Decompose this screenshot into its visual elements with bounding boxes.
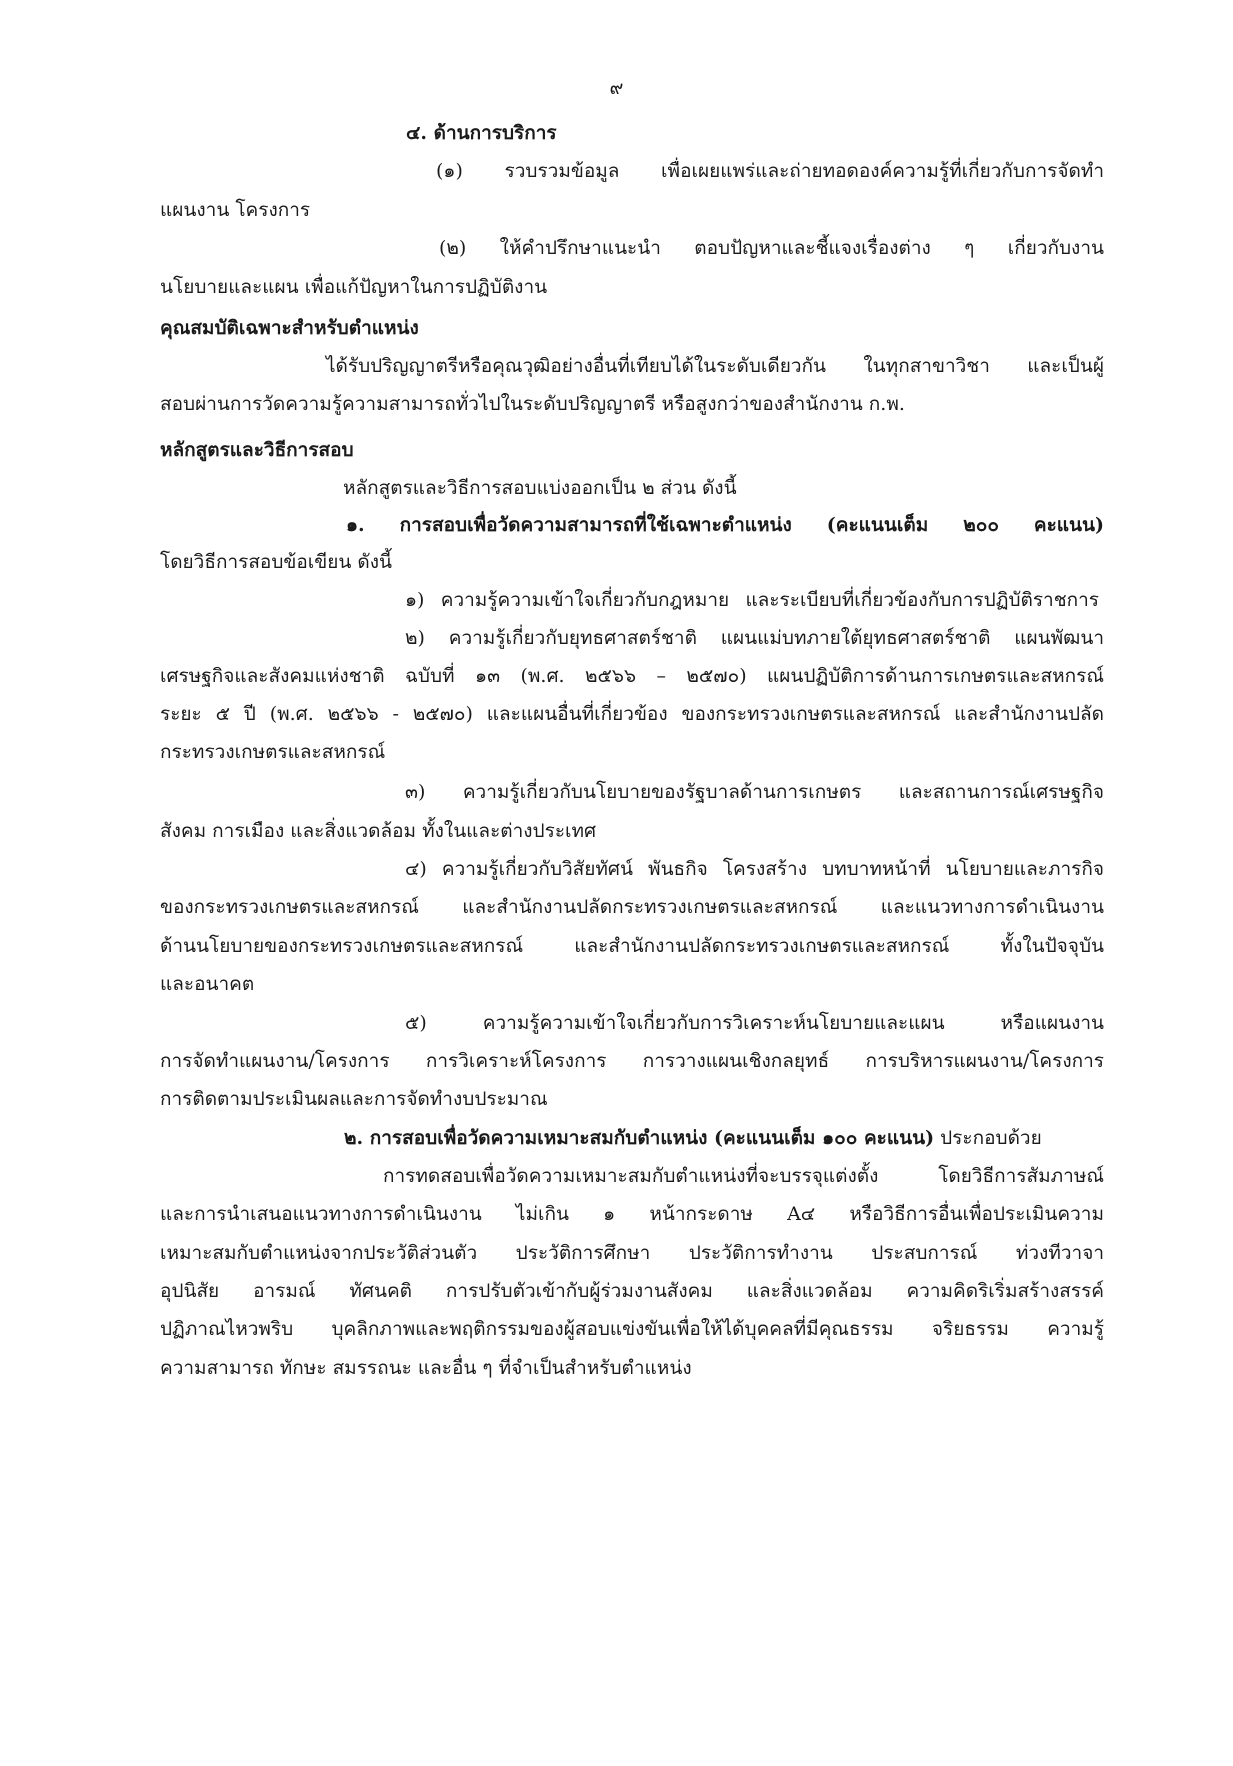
service-item1-line1: (๑) รวบรวมข้อมูล เพื่อเผยแพร่และถ่ายทอดองค์ความรู้ที่เกี่ยวกับการจัดทำ [436,160,1104,182]
topic4-line1: ๔) ความรู้เกี่ยวกับวิสัยทัศน์ พันธกิจ โครงสร้าง บทบาทหน้าที่ นโยบายและภารกิจ [405,858,1104,880]
service-item2-line1: (๒) ให้คำปรึกษาแนะนำ ตอบปัญหาและชี้แจงเรื่องต่าง ๆ เกี่ยวกับงาน [439,237,1104,259]
service-item2-line2: นโยบายและแผน เพื่อแก้ปัญหาในการปฏิบัติงาน [160,276,548,298]
part1-heading: ๑. การสอบเพื่อวัดความสามารถที่ใช้เฉพาะตำแหน่ง (คะแนนเต็ม ๒๐๐ คะแนน) [346,514,1104,536]
topic2-line4: กระทรวงเกษตรและสหกรณ์ [160,741,386,763]
part2-line4: อุปนิสัย อารมณ์ ทัศนคติ การปรับตัวเข้ากับผู้ร่วมงานสังคม และสิ่งแวดล้อม ความคิดริเริ่มสร้างสรรค์ [160,1280,1104,1302]
topic1: ๑) ความรู้ความเข้าใจเกี่ยวกับกฎหมาย และระเบียบที่เกี่ยวข้องกับการปฏิบัติราชการ [405,589,1099,611]
topic4-line3: ด้านนโยบายของกระทรวงเกษตรและสหกรณ์ และสำนักงานปลัดกระทรวงเกษตรและสหกรณ์ ทั้งในปัจจุบัน [160,935,1104,957]
part2-line1: การทดสอบเพื่อวัดความเหมาะสมกับตำแหน่งที่จะบรรจุแต่งตั้ง โดยวิธีการสัมภาษณ์ [383,1165,1104,1187]
service-heading: ๔. ด้านการบริการ [406,122,557,144]
curriculum-intro: หลักสูตรและวิธีการสอบแบ่งออกเป็น ๒ ส่วน ดังนี้ [343,477,737,499]
topic5-line3: การติดตามประเมินผลและการจัดทำงบประมาณ [160,1088,548,1110]
topic4-line2: ของกระทรวงเกษตรและสหกรณ์ และสำนักงานปลัดกระทรวงเกษตรและสหกรณ์ และแนวทางการดำเนินงาน [160,896,1104,918]
part2-line6: ความสามารถ ทักษะ สมรรถนะ และอื่น ๆ ที่จำเป็นสำหรับตำแหน่ง [160,1357,692,1379]
topic2-line2: เศรษฐกิจและสังคมแห่งชาติ ฉบับที่ ๑๓ (พ.ศ. ๒๕๖๖ – ๒๕๗๐) แผนปฏิบัติการด้านการเกษตรและสหกรณ์ [160,665,1104,687]
part2-heading-bold: ๒. การสอบเพื่อวัดความเหมาะสมกับตำแหน่ง (คะแนนเต็ม ๑๐๐ คะแนน) [344,1127,935,1149]
topic2-line1: ๒) ความรู้เกี่ยวกับยุทธศาสตร์ชาติ แผนแม่บทภายใต้ยุทธศาสตร์ชาติ แผนพัฒนา [405,627,1104,649]
page-number: ๙ [609,77,624,99]
service-item1-line2: แผนงาน โครงการ [160,199,311,221]
part2-line5: ปฏิภาณไหวพริบ บุคลิกภาพและพฤติกรรมของผู้สอบแข่งขันเพื่อให้ได้บุคคลที่มีคุณธรรม จริยธรรม ความรู้ [160,1318,1104,1340]
topic3-line2: สังคม การเมือง และสิ่งแวดล้อม ทั้งในและต่างประเทศ [160,820,597,842]
topic5-line2: การจัดทำแผนงาน/โครงการ การวิเคราะห์โครงการ การวางแผนเชิงกลยุทธ์ การบริหารแผนงาน/โครงการ [160,1050,1104,1072]
part2-heading [344,1124,1042,1152]
topic2-line3: ระยะ ๕ ปี (พ.ศ. ๒๕๖๖ - ๒๕๗๐) และแผนอื่นที่เกี่ยวข้อง ของกระทรวงเกษตรและสหกรณ์ และสำนักงานปลัด [160,703,1104,725]
topic5-line1: ๕) ความรู้ความเข้าใจเกี่ยวกับการวิเคราะห์นโยบายและแผน หรือแผนงาน [405,1012,1104,1034]
part1-method: โดยวิธีการสอบข้อเขียน ดังนี้ [160,551,393,573]
part2-heading-rest: ประกอบด้วย [934,1127,1042,1149]
part2-line3: เหมาะสมกับตำแหน่งจากประวัติส่วนตัว ประวัติการศึกษา ประวัติการทำงาน ประสบการณ์ ท่วงทีวาจา [160,1242,1104,1264]
topic3-line1: ๓) ความรู้เกี่ยวกับนโยบายของรัฐบาลด้านการเกษตร และสถานการณ์เศรษฐกิจ [405,781,1104,803]
curriculum-heading: หลักสูตรและวิธีการสอบ [160,439,354,461]
part2-line2: และการนำเสนอแนวทางการดำเนินงาน ไม่เกิน ๑ หน้ากระดาษ A๔ หรือวิธีการอื่นเพื่อประเมินความ [160,1203,1104,1225]
qualifications-line2: สอบผ่านการวัดความรู้ความสามารถทั่วไปในระดับปริญญาตรี หรือสูงกว่าของสำนักงาน ก.พ. [160,393,905,415]
topic4-line4: และอนาคต [160,973,255,995]
qualifications-line1: ได้รับปริญญาตรีหรือคุณวุฒิอย่างอื่นที่เทียบได้ในระดับเดียวกัน ในทุกสาขาวิชา และเป็นผู้ [326,355,1104,377]
qualifications-heading: คุณสมบัติเฉพาะสำหรับตำแหน่ง [160,317,419,339]
